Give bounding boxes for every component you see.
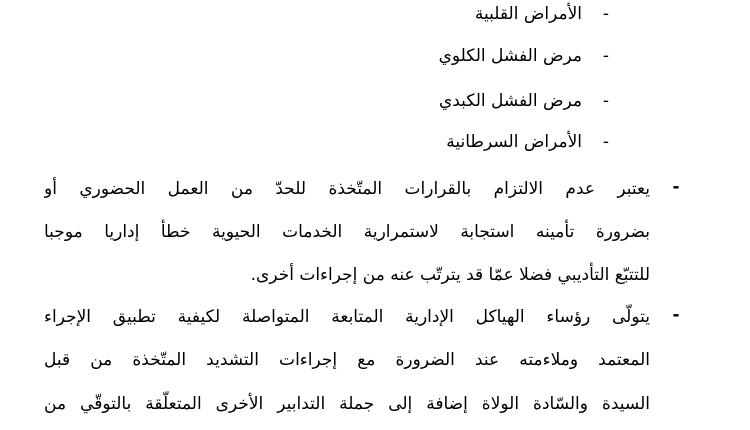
paragraph-2-line: المعتمد وملاءمته عند الضرورة مع إجراءات التشديد المتّخذة من قبل [44,350,650,370]
bullet-marker: - [672,177,680,197]
paragraph-1-line: للتتبّع التأديبي فضلا عمّا قد يترتّب عنه من إجراءات أخرى. [250,265,650,285]
paragraph-2-line: يتولّى رؤساء الهياكل الإدارية المتابعة المتواصلة لكيفية تطبيق الإجراء [44,307,650,327]
dash-marker: - [602,46,610,66]
sub-list-item [446,127,612,157]
bullet-marker: - [672,305,680,325]
sub-list-item [475,0,612,29]
sub-list-item-text: الأمراض القلبية [474,4,582,24]
sub-list-item [439,86,612,116]
sub-list-item [439,41,612,71]
paragraph-1-line: يعتبر عدم الالتزام بالقرارات المتّخذة للحدّ من العمل الحضوري أو [44,179,650,199]
paragraph-2-line: السيدة والسّادة الولاة إضافة إلى جملة التدابير الأخرى المتعلّقة بالتوقّي من [44,394,650,414]
dash-marker: - [602,4,610,24]
dash-marker: - [602,132,610,152]
dash-marker: - [602,91,610,111]
sub-list-item-text: الأمراض السرطانية [446,132,582,152]
sub-list-item-text: مرض الفشل الكلوي [438,46,582,66]
sub-list-item-text: مرض الفشل الكبدي [438,91,582,111]
paragraph-1-line: بضرورة تأمينه استجابة لاستمرارية الخدمات الحيوية خطأ إداريا موجبا [44,222,650,242]
